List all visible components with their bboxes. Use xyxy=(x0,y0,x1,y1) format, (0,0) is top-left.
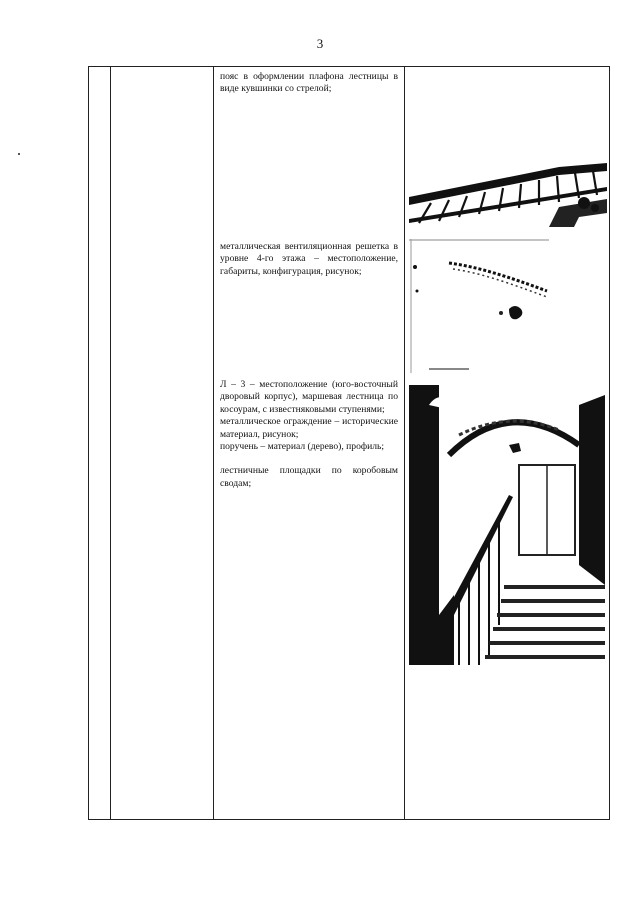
document-table xyxy=(88,66,610,820)
item-description-3 xyxy=(220,379,398,490)
column-divider xyxy=(213,67,214,819)
item-description-1 xyxy=(220,71,398,96)
column-divider xyxy=(110,67,111,819)
paragraph-gap xyxy=(220,453,398,465)
page-number: 3 xyxy=(316,36,324,51)
staircase-l3-photo xyxy=(409,385,605,665)
item-text: поручень – материал (дерево), профиль; xyxy=(220,441,385,453)
item-description-2 xyxy=(220,241,398,278)
item-text: Л – 3 – местоположение (юго-восточный дворовый корпус), маршевая лестница по косоурам, с известняковыми ступенями; xyxy=(220,379,398,415)
column-divider xyxy=(404,67,405,819)
item-text: лестничные площадки по коробовым сводам; xyxy=(220,465,398,489)
staircase-railing-photo xyxy=(409,67,607,227)
ventilation-grille-photo xyxy=(409,239,549,373)
item-text: пояс в оформлении плафона лестницы в виде кувшинки со стрелой; xyxy=(220,71,398,95)
stray-mark xyxy=(18,153,20,155)
item-text: металлическое ограждение – исторические материал, рисунок; xyxy=(220,416,398,440)
item-text: металлическая вентиляционная решетка в уровне 4-го этажа – местоположение, габариты, конфигурация, рисунок; xyxy=(220,241,398,277)
